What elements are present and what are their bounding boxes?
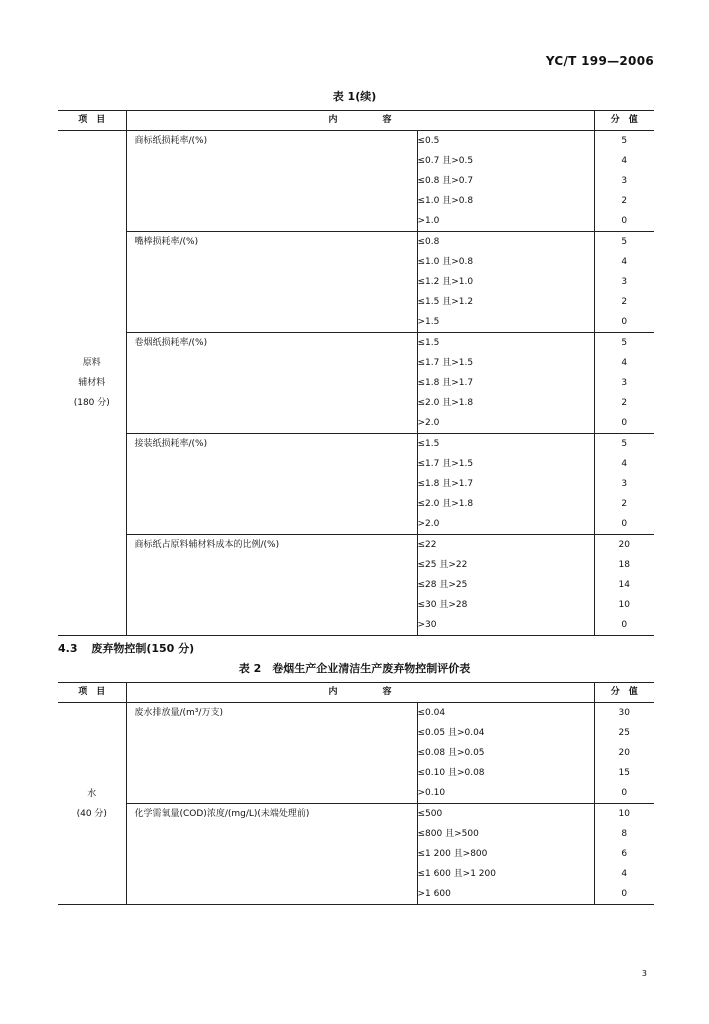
criterion-cell: ≤0.10 且>0.08 <box>417 763 594 783</box>
table-row <box>58 844 654 864</box>
criterion-cell: ≤1.8 且>1.7 <box>417 474 594 494</box>
table-row <box>58 723 654 743</box>
criterion-cell: ≤0.08 且>0.05 <box>417 743 594 763</box>
indicator-label <box>126 353 417 373</box>
table-row <box>58 595 654 615</box>
criterion-cell: ≤1.5 <box>417 434 594 455</box>
score-cell: 4 <box>621 156 628 166</box>
indicator-label <box>126 723 417 743</box>
table1-col-content: 内 容 <box>126 111 594 131</box>
score-cell: 20 <box>618 748 630 758</box>
table-row <box>58 743 654 763</box>
criterion-cell: ≤0.8 <box>417 232 594 253</box>
indicator-label <box>126 454 417 474</box>
table-row <box>58 514 654 535</box>
criterion-cell: ≤1 200 且>800 <box>417 844 594 864</box>
score-cell: 30 <box>618 708 630 718</box>
score-cell: 0 <box>594 884 654 905</box>
criterion-cell: ≤1.0 且>0.8 <box>417 252 594 272</box>
criterion-cell: >30 <box>417 615 594 636</box>
score-cell: 15 <box>618 768 630 778</box>
table-row <box>58 884 654 905</box>
table-row <box>58 494 654 514</box>
indicator-label <box>126 783 417 804</box>
criterion-cell: ≤500 <box>417 804 594 825</box>
indicator-label: 化学需氧量(COD)浓度/(mg/L)(未端处理前) <box>126 804 417 825</box>
section-heading <box>58 640 194 656</box>
indicator-label <box>126 494 417 514</box>
category-label: 辅材料 <box>78 378 106 388</box>
indicator-label <box>126 191 417 211</box>
table-row <box>58 232 654 253</box>
indicator-label <box>126 292 417 312</box>
table-row <box>58 292 654 312</box>
indicator-label <box>126 474 417 494</box>
table-row <box>58 474 654 494</box>
indicator-label <box>126 393 417 413</box>
indicator-label <box>126 555 417 575</box>
indicator-label: 废水排放量/(m³/万支) <box>126 703 417 724</box>
criterion-cell: ≤1.7 且>1.5 <box>417 353 594 373</box>
indicator-label <box>126 824 417 844</box>
table-row <box>58 535 654 556</box>
indicator-label <box>126 595 417 615</box>
indicator-label: 商标纸损耗率/(%) <box>126 131 417 152</box>
indicator-label <box>126 615 417 636</box>
table-row <box>58 171 654 191</box>
score-cell: 6 <box>621 849 628 859</box>
table-row <box>58 434 654 455</box>
score-cell: 4 <box>621 869 628 879</box>
indicator-label <box>126 864 417 884</box>
criterion-cell: ≤1.5 且>1.2 <box>417 292 594 312</box>
criterion-cell: >1 600 <box>417 884 594 905</box>
score-cell: 0 <box>594 514 654 535</box>
indicator-label: 卷烟纸损耗率/(%) <box>126 333 417 354</box>
category-cell <box>58 703 126 905</box>
criterion-cell: ≤2.0 且>1.8 <box>417 494 594 514</box>
criterion-cell: ≤0.8 且>0.7 <box>417 171 594 191</box>
criterion-cell: ≤1.5 <box>417 333 594 354</box>
indicator-label: 商标纸占原料辅材料成本的比例/(%) <box>126 535 417 556</box>
table-row <box>58 783 654 804</box>
table1-caption: 表 1(续) <box>332 90 377 103</box>
score-cell: 18 <box>618 560 630 570</box>
table-row <box>58 804 654 825</box>
table1-header-row <box>58 111 654 131</box>
table2-header-row <box>58 683 654 703</box>
indicator-label <box>126 312 417 333</box>
criterion-cell: ≤0.5 <box>417 131 594 152</box>
indicator-label: 接装纸损耗率/(%) <box>126 434 417 455</box>
category-label: 水 <box>87 788 97 799</box>
indicator-label <box>126 514 417 535</box>
table2-col-content: 内 容 <box>126 683 594 703</box>
table-row <box>58 703 654 724</box>
indicator-label <box>126 272 417 292</box>
criterion-cell: ≤0.7 且>0.5 <box>417 151 594 171</box>
indicator-label <box>126 413 417 434</box>
score-cell: 0 <box>594 783 654 804</box>
table-row <box>58 191 654 211</box>
score-cell: 3 <box>621 176 628 186</box>
score-cell: 2 <box>621 398 628 408</box>
table-row <box>58 272 654 292</box>
indicator-label <box>126 844 417 864</box>
criterion-cell: >1.0 <box>417 211 594 232</box>
score-cell: 0 <box>594 615 654 636</box>
criterion-cell: ≤0.04 <box>417 703 594 724</box>
section-number: 4.3 <box>58 642 78 655</box>
criterion-cell: ≤1.2 且>1.0 <box>417 272 594 292</box>
table-row <box>58 575 654 595</box>
table-row <box>58 413 654 434</box>
criterion-cell: >2.0 <box>417 514 594 535</box>
table-row <box>58 615 654 636</box>
table-row <box>58 333 654 354</box>
table-row <box>58 312 654 333</box>
table2-col-score: 分 值 <box>594 683 654 703</box>
table1-col-score: 分 值 <box>594 111 654 131</box>
table1-col-item: 项 目 <box>58 111 126 131</box>
criterion-cell: >1.5 <box>417 312 594 333</box>
score-cell: 4 <box>621 257 628 267</box>
document-id: YC/T 199—2006 <box>545 54 654 68</box>
score-cell: 5 <box>621 439 628 449</box>
indicator-label <box>126 763 417 783</box>
criterion-cell: ≤1.7 且>1.5 <box>417 454 594 474</box>
indicator-label <box>126 884 417 905</box>
score-cell: 3 <box>621 378 628 388</box>
table2-col-item: 项 目 <box>58 683 126 703</box>
table2 <box>58 682 654 905</box>
criterion-cell: ≤800 且>500 <box>417 824 594 844</box>
criterion-cell: ≤1.8 且>1.7 <box>417 373 594 393</box>
score-cell: 2 <box>621 297 628 307</box>
criterion-cell: >2.0 <box>417 413 594 434</box>
criterion-cell: ≤0.05 且>0.04 <box>417 723 594 743</box>
score-cell: 8 <box>621 829 628 839</box>
section-title: 废弃物控制(150 分) <box>91 642 195 655</box>
indicator-label <box>126 373 417 393</box>
criterion-cell: ≤22 <box>417 535 594 556</box>
criterion-cell: ≤1 600 且>1 200 <box>417 864 594 884</box>
category-cell <box>58 131 126 636</box>
criterion-cell: ≤28 且>25 <box>417 575 594 595</box>
score-cell: 2 <box>621 196 628 206</box>
score-cell: 10 <box>618 600 630 610</box>
criterion-cell: ≤30 且>28 <box>417 595 594 615</box>
score-cell: 10 <box>618 809 630 819</box>
score-cell: 5 <box>621 338 628 348</box>
score-cell: 20 <box>618 540 630 550</box>
table-row <box>58 252 654 272</box>
score-cell: 4 <box>621 459 628 469</box>
table-row <box>58 353 654 373</box>
score-cell: 3 <box>621 479 628 489</box>
score-cell: 0 <box>594 211 654 232</box>
score-cell: 5 <box>621 237 628 247</box>
indicator-label <box>126 743 417 763</box>
table-row <box>58 211 654 232</box>
page-number: 3 <box>641 969 647 978</box>
indicator-label <box>126 171 417 191</box>
criterion-cell: ≤2.0 且>1.8 <box>417 393 594 413</box>
table-row <box>58 864 654 884</box>
table-row <box>58 393 654 413</box>
table2-caption: 表 2 卷烟生产企业清洁生产废弃物控制评价表 <box>238 662 471 675</box>
table-row <box>58 454 654 474</box>
score-cell: 14 <box>618 580 630 590</box>
criterion-cell: >0.10 <box>417 783 594 804</box>
table-row <box>58 824 654 844</box>
category-label: (180 分) <box>73 398 110 408</box>
indicator-label <box>126 151 417 171</box>
table1 <box>58 110 654 636</box>
indicator-label <box>126 252 417 272</box>
score-cell: 3 <box>621 277 628 287</box>
score-cell: 5 <box>621 136 628 146</box>
score-cell: 0 <box>594 312 654 333</box>
criterion-cell: ≤1.0 且>0.8 <box>417 191 594 211</box>
score-cell: 0 <box>594 413 654 434</box>
score-cell: 2 <box>621 499 628 509</box>
table-row <box>58 373 654 393</box>
score-cell: 4 <box>621 358 628 368</box>
indicator-label <box>126 575 417 595</box>
indicator-label: 嘴棒损耗率/(%) <box>126 232 417 253</box>
table-row <box>58 763 654 783</box>
score-cell: 25 <box>618 728 630 738</box>
category-label: 原料 <box>82 358 101 368</box>
table-row <box>58 151 654 171</box>
table-row <box>58 131 654 152</box>
table-row <box>58 555 654 575</box>
indicator-label <box>126 211 417 232</box>
category-label: (40 分) <box>76 808 107 819</box>
criterion-cell: ≤25 且>22 <box>417 555 594 575</box>
